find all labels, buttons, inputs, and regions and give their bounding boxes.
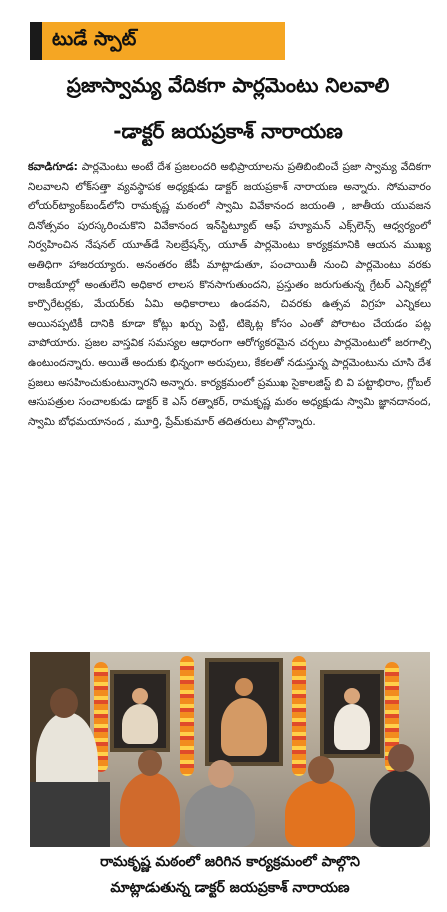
section-tag [30, 22, 285, 60]
monk-head [138, 750, 162, 776]
guest-figure [370, 770, 430, 847]
headline-line-1: ప్రజాస్వామ్య వేదికగా పార్లమెంటు నిలవాలి [66, 73, 390, 97]
monk-head [308, 756, 334, 784]
article-dateline: కవాడిగూడ: [28, 161, 78, 173]
portrait-frame-left [110, 670, 170, 752]
headline-line-2: -డాక్టర్ జయప్రకాశ్ నారాయణ [113, 119, 343, 143]
flower-garland [292, 656, 306, 776]
portrait-frame-center [205, 658, 283, 766]
dignitary-figure [185, 784, 255, 847]
monk-figure [285, 780, 355, 847]
photo-caption-line-1: రామకృష్ణ మఠంలో జరిగిన కార్యక్రమంలో పాల్గొని [100, 854, 360, 870]
photo-caption-line-2: మాట్లాడుతున్న డాక్టర్ జయప్రకాశ్ నారాయణ [110, 880, 350, 896]
article-body [28, 158, 431, 650]
photo-caption [30, 849, 430, 901]
article-text: పార్లమెంటు అంటే దేశ ప్రజలందరి అభిప్రాయాలను ప్రతిబింబించే ప్రజా స్వామ్య వేదికగా నిలవాలని లోక్‌సత్తా వ్యవస్థాపక అధ్యక్షుడు డాక్టర్ జయప్రకాశ్ నారాయణ అన్నారు. సోమవారం లోయర్‌ట్యాంక్‌బండ్‌లోని రామకృష్ణ మఠంలో స్వామి వివేకానంద జయంతి , జాతీయ యువజన దినోత్సవం పురస్కరించుకొని వివేకానంద ఇన్‌స్టిట్యూట్ ఆఫ్ హ్యూమన్ ఎక్స్‌లెన్స్ ఆధ్వర్యంలో నిర్వహించిన నేషనల్ యూత్‌డే సెలబ్రేషన్స్, యూత్ పార్లమెంటు కార్యక్రమానికి ఆయన ముఖ్య అతిధిగా హాజరయ్యారు. అనంతరం జేపీ మాట్లాడుతూ, పంచాయితీ నుంచి పార్లమెంటు వరకు రాజకీయాల్లో అంతులేని అధికార లాలస కొనసాగుతుందని, ప్రస్తుతం జరుగుతున్న గ్రేటర్ ఎన్నికల్లో కార్పొరేటర్లకు, మేయర్‌కు ఏమి అధికారాలు ఉండవని, చివరకు ఉత్సవ విగ్రహ ఎన్నికలు అయినప్పటికీ దానికి కూడా కోట్లు ఖర్చు పెట్టి, టిక్కెట్ల కోసం ఎంతో పోరాటం చేయడం పట్ల వాపోయారు. ప్రజల వాస్తవిక సమస్యల ఆధారంగా ఆరోగ్యకరమైన చర్చలు పార్లమెంటులో జరగాల్సి ఉంటుందన్నారు. అయితే అందుకు భిన్నంగా అరుపులు, కేకలతో నడుస్తున్న పార్లమెంటును చూసి దేశ ప్రజలు అసహించుకుంటున్నారని అన్నారు. కార్యక్రమంలో ప్రముఖ సైకాలజిస్ట్ బి వి పట్టాభిరాం, గ్లోబల్ ఆసుపత్రుల సంచాలకుడు డాక్టర్ కె ఎస్ రత్నాకర్, రామకృష్ణ మఠం అధ్యక్షుడు స్వామి జ్ఞానదానంద, స్వామి బోధమయానంద , మూర్తి, ప్రేమ్‌కుమార్ తదితరులు పాల్గొన్నారు. [28, 161, 431, 428]
podium [30, 782, 110, 847]
tag-stripe [30, 22, 42, 60]
dignitary-head [208, 760, 234, 788]
monk-figure [120, 772, 180, 847]
portrait-frame-right [320, 670, 384, 758]
event-photo [30, 652, 430, 847]
speaker-head [50, 688, 78, 718]
flower-garland [180, 656, 194, 776]
section-tag-label: టుడే స్పాట్ [52, 27, 137, 50]
guest-head [388, 744, 414, 772]
